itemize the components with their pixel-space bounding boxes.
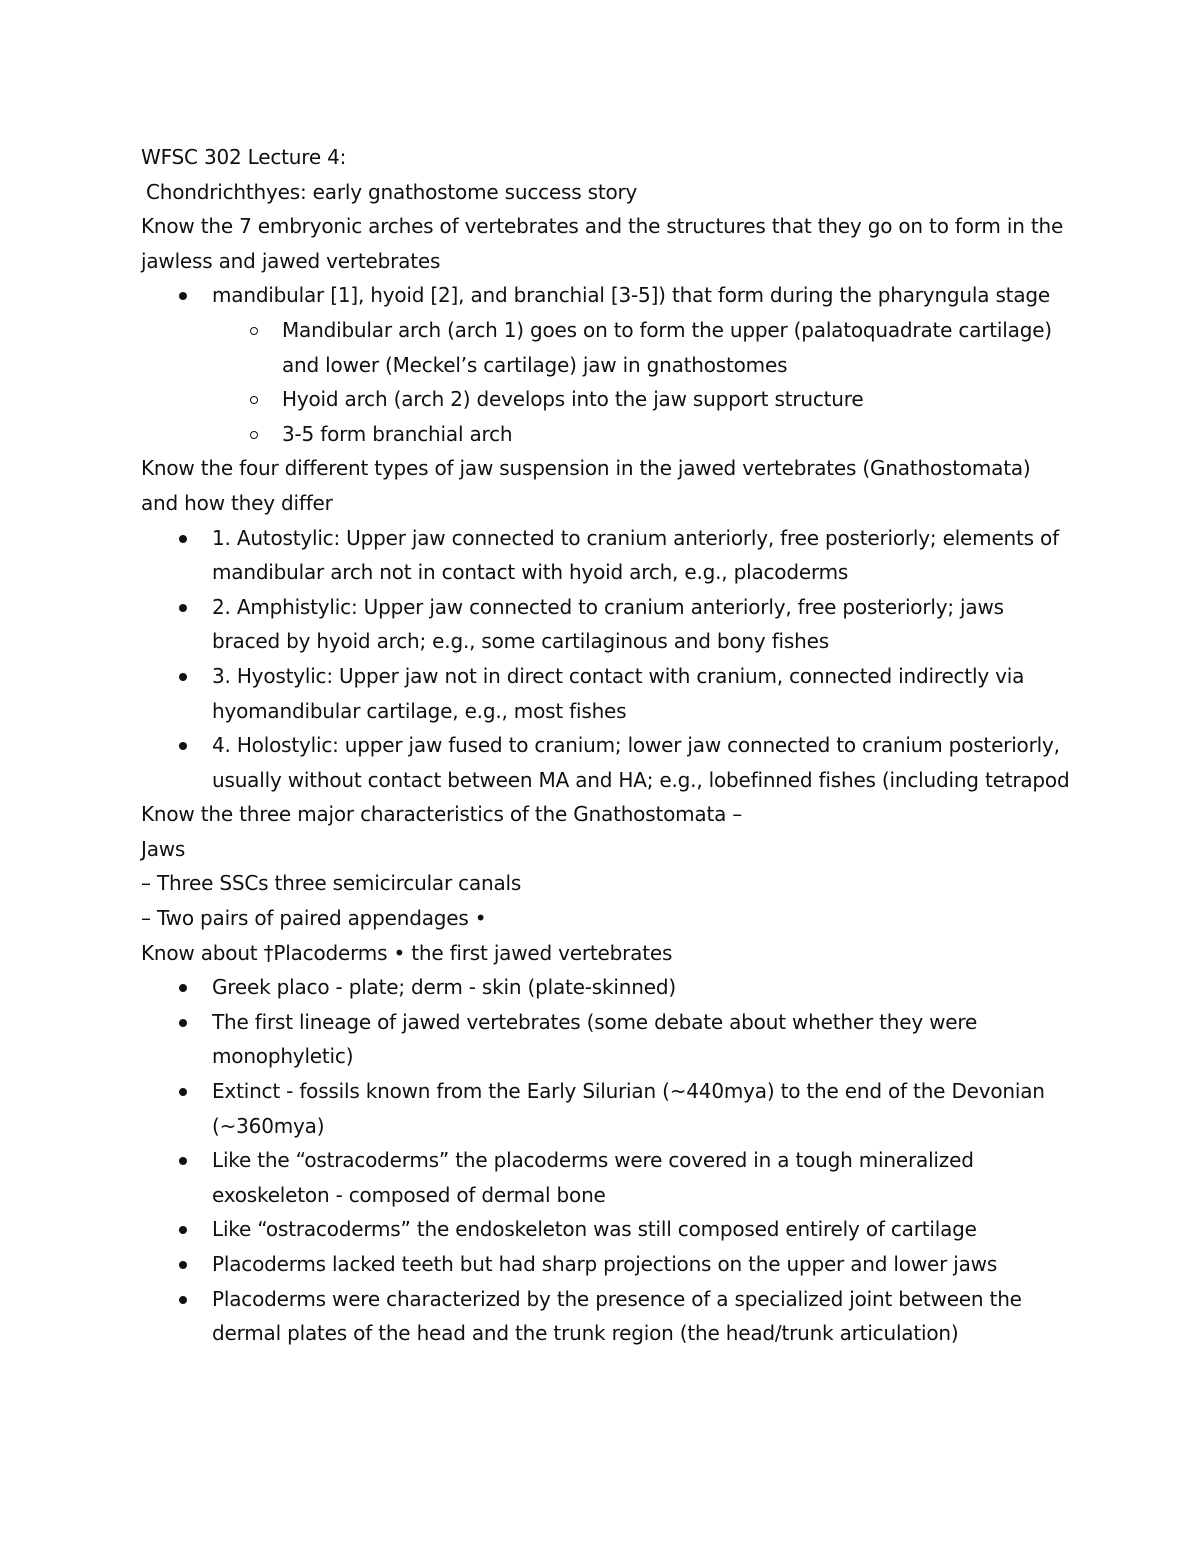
list-item-text: 1. Autostylic: Upper jaw connected to cranium anteriorly, free posteriorly; elements of mandibular arch not in contact with hyoid arch, e.g., placoderms: [212, 525, 1059, 585]
list-item-text: Placoderms were characterized by the presence of a specialized joint between the dermal plates of the head and the trunk region (the head/trunk articulation): [212, 1286, 1022, 1346]
arches-sublist: [141, 313, 1071, 451]
bullet-icon: [179, 742, 187, 750]
bullet-icon: [179, 604, 187, 612]
bullet-icon: [179, 1261, 187, 1269]
list-item: [212, 1282, 1071, 1351]
list-item: [282, 417, 1071, 452]
circle-bullet-icon: [250, 396, 258, 404]
list-item: [282, 313, 1071, 382]
list-item-text: Hyoid arch (arch 2) develops into the jaw support structure: [282, 387, 864, 412]
list-item: [212, 521, 1071, 590]
list-item: [212, 970, 1071, 1005]
characteristic-line: – Three SSCs three semicircular canals: [141, 871, 522, 896]
list-item-text: Greek placo - plate; derm - skin (plate-skinned): [212, 975, 676, 1000]
suspension-list: [141, 521, 1071, 798]
list-item-text: 4. Holostylic: upper jaw fused to cranium; lower jaw connected to cranium posteriorly, usually without contact between MA and HA; e.g., lobefinned fishes (including tetrapod: [212, 733, 1070, 792]
suspension-heading: Know the four different types of jaw suspension in the jawed vertebrates (Gnathostomata) and how they differ: [141, 456, 1031, 515]
characteristic-line: – Two pairs of paired appendages •: [141, 906, 487, 931]
circle-bullet-icon: [250, 431, 258, 439]
characteristics-heading: Know the three major characteristics of the Gnathostomata –: [141, 802, 743, 827]
list-item: [212, 1074, 1071, 1143]
list-item: [212, 1005, 1071, 1074]
list-item-text: Extinct - fossils known from the Early Silurian (~440mya) to the end of the Devonian (~360mya): [212, 1079, 1045, 1138]
list-item: [212, 1247, 1071, 1282]
list-item: [212, 590, 1071, 659]
list-item-text: Like “ostracoderms” the endoskeleton was still composed entirely of cartilage: [212, 1217, 977, 1242]
list-item-text: The first lineage of jawed vertebrates (some debate about whether they were monophyletic): [212, 1009, 978, 1069]
bullet-icon: [179, 1296, 187, 1304]
document-title: WFSC 302 Lecture 4:: [141, 145, 347, 169]
list-item: [212, 659, 1071, 728]
list-item-text: Like the “ostracoderms” the placoderms were covered in a tough mineralized exoskeleton - composed of dermal bone: [212, 1148, 974, 1207]
list-item: [212, 1143, 1071, 1212]
list-item-text: 3-5 form branchial arch: [282, 421, 513, 446]
circle-bullet-icon: [250, 327, 258, 335]
list-item-text: Mandibular arch (arch 1) goes on to form the upper (palatoquadrate cartilage) and lower (Meckel’s cartilage) jaw in gnathostomes: [282, 317, 1052, 377]
list-item: [212, 1212, 1071, 1247]
list-item: [282, 382, 1071, 417]
characteristic-line: Jaws: [141, 836, 186, 861]
placoderms-list: [141, 970, 1071, 1351]
bullet-icon: [179, 673, 187, 681]
bullet-icon: [179, 1226, 187, 1234]
bullet-icon: [179, 1088, 187, 1096]
bullet-icon: [179, 984, 187, 992]
bullet-icon: [179, 1019, 187, 1027]
list-item-text: Placoderms lacked teeth but had sharp projections on the upper and lower jaws: [212, 1252, 998, 1276]
arches-list: [141, 278, 1071, 313]
document-body: [141, 140, 1071, 1351]
list-item: [212, 728, 1071, 797]
bullet-icon: [179, 535, 187, 543]
document-subtitle: Chondrichthyes: early gnathostome success story: [146, 179, 638, 204]
bullet-icon: [179, 1157, 187, 1165]
list-item-text: mandibular [1], hyoid [2], and branchial [3-5]) that form during the pharyngula stage: [212, 283, 1050, 308]
placoderms-heading: Know about †Placoderms • the first jawed vertebrates: [141, 940, 673, 965]
arches-heading: Know the 7 embryonic arches of vertebrates and the structures that they go on to form in the jawless and jawed vertebrates: [141, 214, 1064, 273]
bullet-icon: [179, 292, 187, 300]
list-item-text: 3. Hyostylic: Upper jaw not in direct contact with cranium, connected indirectly via hyomandibular cartilage, e.g., most fishes: [212, 663, 1025, 723]
list-item-text: 2. Amphistylic: Upper jaw connected to cranium anteriorly, free posteriorly; jaws braced by hyoid arch; e.g., some cartilaginous and bony fishes: [212, 594, 1004, 654]
list-item: [212, 278, 1071, 313]
